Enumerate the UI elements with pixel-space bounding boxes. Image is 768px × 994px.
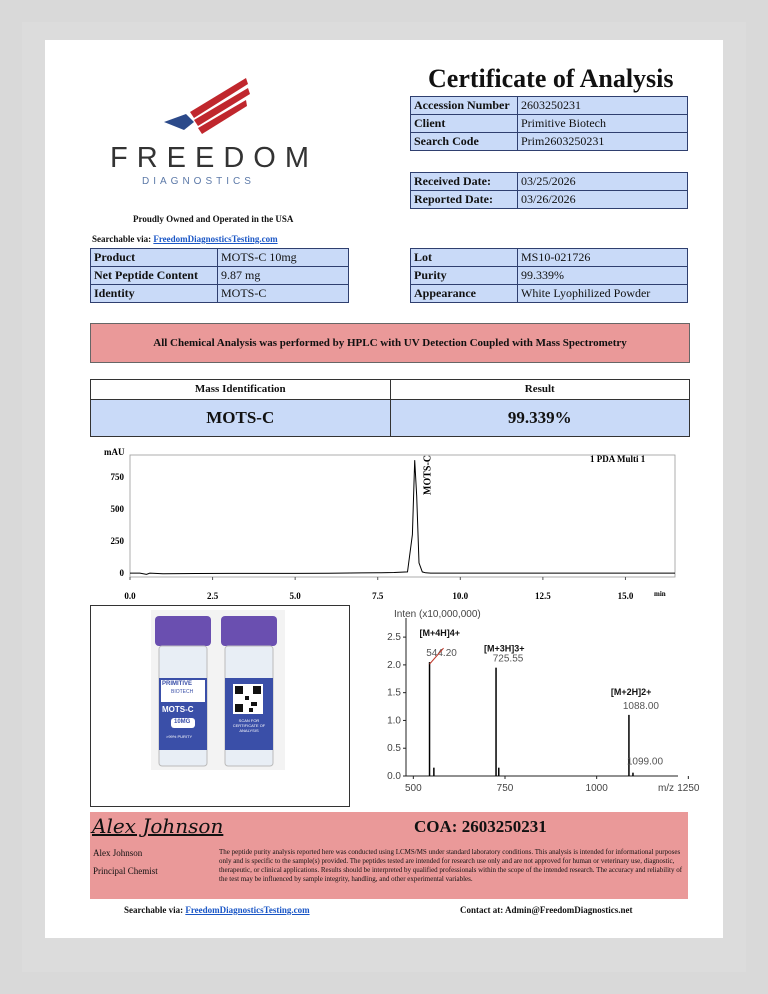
table-row bbox=[411, 267, 688, 285]
vial-brand-2: BIOTECH bbox=[171, 689, 194, 695]
y-tick-label: 1.5 bbox=[387, 687, 401, 699]
appearance-value: White Lyophilized Powder bbox=[518, 285, 688, 303]
method-banner: All Chemical Analysis was performed by HPLC with UV Detection Coupled with Mass Spectrometry bbox=[90, 323, 690, 363]
logo-name: FREEDOM bbox=[110, 142, 318, 174]
table-row bbox=[91, 249, 349, 267]
mass-id-header: Mass Identification bbox=[91, 380, 391, 399]
received-value: 03/25/2026 bbox=[518, 173, 688, 191]
x-tick-label: 10.0 bbox=[452, 591, 469, 601]
vial-cap-1 bbox=[155, 616, 211, 646]
legend-label: 1 PDA Multi 1 bbox=[590, 454, 646, 464]
x-tick-label: 12.5 bbox=[535, 591, 551, 601]
x-tick-label: 7.5 bbox=[372, 591, 384, 601]
ion-label: [M+4H]4+ bbox=[419, 628, 461, 639]
y-tick-label: 500 bbox=[110, 503, 124, 514]
table-row bbox=[411, 249, 688, 267]
vial-brand: PRIMITIVE bbox=[162, 681, 193, 687]
footer-contact: Contact at: Admin@FreedomDiagnostics.net bbox=[460, 905, 633, 915]
website-link[interactable]: FreedomDiagnosticsTesting.com bbox=[153, 234, 278, 244]
hplc-chromatogram bbox=[90, 447, 690, 605]
vial-cap-2 bbox=[221, 616, 277, 646]
table-row bbox=[91, 399, 689, 436]
flag-eagle-icon bbox=[160, 74, 250, 136]
client-label: Client bbox=[411, 115, 518, 133]
owned-tagline: Proudly Owned and Operated in the USA bbox=[133, 214, 294, 224]
y-tick-label: 0.0 bbox=[387, 771, 401, 782]
ion-label: [M+3H]3+ bbox=[484, 643, 525, 654]
lot-label: Lot bbox=[411, 249, 518, 267]
coa-number: COA: 2603250231 bbox=[414, 817, 547, 836]
y-tick-label: 0.5 bbox=[387, 743, 401, 755]
peak-mz-label: 544.20 bbox=[426, 648, 457, 660]
search-code-label: Search Code bbox=[411, 133, 518, 151]
vial-product-name: MOTS-C bbox=[162, 705, 194, 714]
lot-value: MS10-021726 bbox=[518, 249, 688, 267]
mass-spectrum bbox=[370, 606, 700, 802]
product-value: MOTS-C 10mg bbox=[218, 249, 349, 267]
client-value: Primitive Biotech bbox=[518, 115, 688, 133]
accession-label: Accession Number bbox=[411, 97, 518, 115]
net-peptide-label: Net Peptide Content bbox=[91, 267, 218, 285]
peak-mz-label: 1099.00 bbox=[626, 756, 664, 768]
footer-searchable-label: Searchable via: bbox=[124, 905, 184, 915]
received-label: Received Date: bbox=[411, 173, 518, 191]
lot-table bbox=[410, 248, 688, 303]
chemist-name: Alex Johnson bbox=[93, 848, 143, 858]
y-axis-label: mAU bbox=[104, 447, 125, 457]
vial-purity: >99% PURITY bbox=[166, 734, 193, 739]
mass-id-value: MOTS-C bbox=[91, 399, 391, 436]
identity-value: MOTS-C bbox=[218, 285, 349, 303]
peak-mz-label: 1088.00 bbox=[622, 700, 660, 712]
x-tick-label: 2.5 bbox=[206, 591, 219, 601]
x-tick-label: 1000 bbox=[585, 783, 608, 794]
result-value: 99.339% bbox=[391, 399, 690, 436]
identity-label: Identity bbox=[91, 285, 218, 303]
ion-label: [M+2H]2+ bbox=[610, 686, 652, 697]
x-axis-label: min bbox=[654, 590, 666, 598]
x-tick-label: 15.0 bbox=[617, 591, 634, 601]
footer-searchable bbox=[124, 905, 310, 915]
mass-result-table bbox=[90, 379, 690, 437]
x-axis-label: m/z bbox=[657, 783, 675, 794]
y-tick-label: 2.0 bbox=[387, 659, 401, 671]
table-row bbox=[91, 285, 349, 303]
appearance-label: Appearance bbox=[411, 285, 518, 303]
accession-table bbox=[410, 96, 688, 151]
reported-value: 03/26/2026 bbox=[518, 191, 688, 209]
peak-mz-label: 725.55 bbox=[492, 653, 524, 665]
purity-label: Purity bbox=[411, 267, 518, 285]
x-tick-label: 500 bbox=[404, 783, 422, 794]
x-tick-label: 750 bbox=[496, 783, 514, 794]
vial-dose: 10MG bbox=[174, 719, 191, 725]
dates-table bbox=[410, 172, 688, 209]
reported-label: Reported Date: bbox=[411, 191, 518, 209]
table-row bbox=[411, 285, 688, 303]
logo-subtitle: DIAGNOSTICS bbox=[142, 176, 255, 187]
x-tick-label: 0.0 bbox=[124, 591, 136, 601]
x-tick-label: 1250 bbox=[677, 783, 700, 794]
product-label: Product bbox=[91, 249, 218, 267]
x-tick-label: 5.0 bbox=[289, 591, 301, 601]
table-row bbox=[411, 97, 688, 115]
table-row bbox=[411, 173, 688, 191]
purity-value: 99.339% bbox=[518, 267, 688, 285]
y-tick-label: 0 bbox=[119, 568, 124, 579]
disclaimer-text: The peptide purity analysis reported here was conducted using LCMS/MS under standard laboratory conditions. This analysis is intended for informational purposes only and is specific to the sample(s) provided. The peptides tested are intended for research use only and are not approved for human or veterinary use, diagnostic, therapeutic, or clinical applications. Results should be interpreted by qualified professionals within the scope of the intended research. The accuracy and reliability of the test may be influenced by sample integrity, handling, and other experimental variables. bbox=[219, 848, 683, 883]
product-table bbox=[90, 248, 349, 303]
footer-website-link[interactable]: FreedomDiagnosticsTesting.com bbox=[185, 905, 310, 915]
table-row bbox=[411, 133, 688, 151]
table-header-row bbox=[91, 380, 689, 399]
net-peptide-value: 9.87 mg bbox=[218, 267, 349, 285]
vials-image bbox=[91, 606, 349, 806]
peak-label: MOTS-C bbox=[422, 455, 434, 495]
table-row bbox=[91, 267, 349, 285]
vial-scan-text: SCAN FOR CERTIFICATE OF ANALYSIS bbox=[232, 718, 266, 733]
searchable-top bbox=[92, 234, 278, 244]
product-photo bbox=[90, 605, 350, 807]
search-code-value: Prim2603250231 bbox=[518, 133, 688, 151]
table-row bbox=[411, 115, 688, 133]
chart-title: Inten (x10,000,000) bbox=[394, 609, 481, 620]
plot-frame bbox=[130, 455, 675, 577]
table-row bbox=[411, 191, 688, 209]
searchable-label: Searchable via: bbox=[92, 234, 152, 244]
y-tick-label: 2.5 bbox=[387, 632, 401, 644]
y-tick-label: 1.0 bbox=[387, 715, 401, 727]
chemist-role: Principal Chemist bbox=[93, 866, 158, 876]
signature: Alex Johnson bbox=[92, 814, 224, 838]
y-tick-label: 750 bbox=[110, 471, 124, 482]
result-header: Result bbox=[391, 380, 690, 399]
chromatogram-trace bbox=[130, 460, 675, 574]
accession-value: 2603250231 bbox=[518, 97, 688, 115]
page-title: Certificate of Analysis bbox=[428, 64, 674, 93]
y-tick-label: 250 bbox=[110, 536, 124, 547]
